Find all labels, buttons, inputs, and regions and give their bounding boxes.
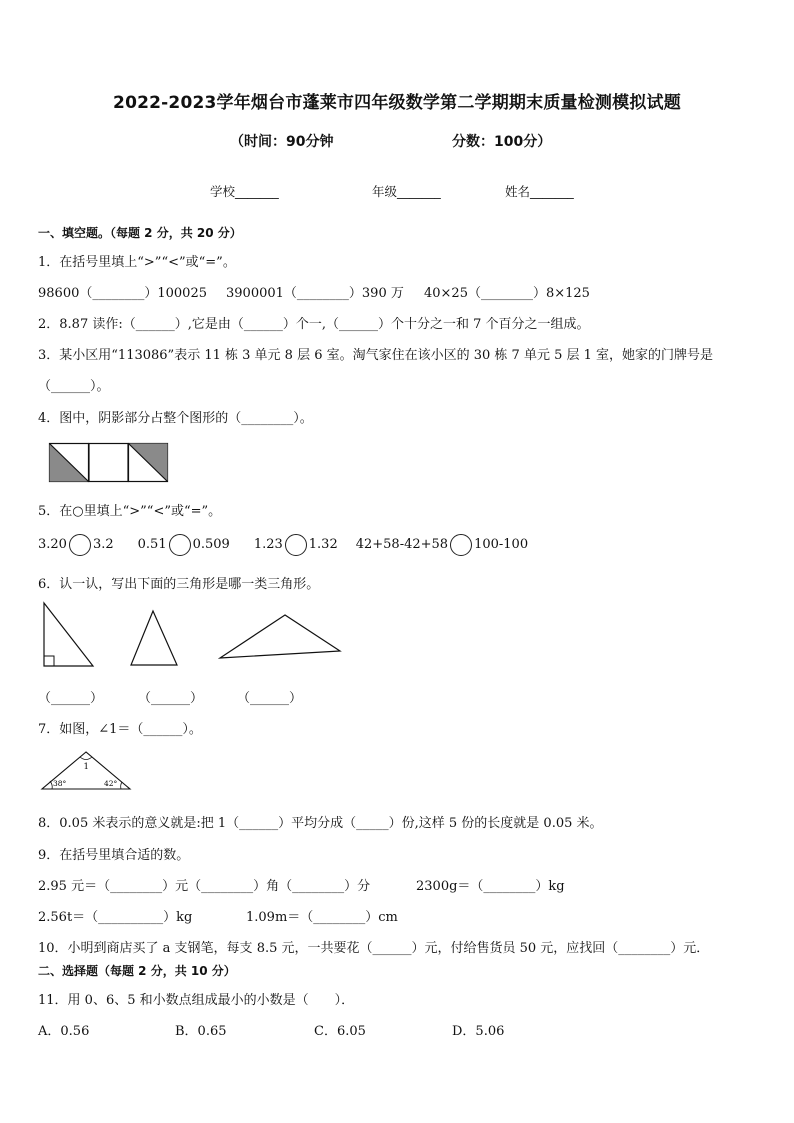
school-field: 学校_______ [210,184,279,199]
q5-right-4: 100-100 [474,537,529,552]
q11-option-d: D．5.06 [452,1024,505,1039]
q5-left-3: 1.23 [253,537,283,552]
compare-circle-4[interactable] [450,534,472,556]
q9-line-2a: 2.56t＝（__________）kg [38,910,193,925]
right-angle-label: 42° [104,779,118,788]
q5-left-2: 0.51 [137,537,167,552]
question-2: 2．8.87 读作:（______）,它是由（______）个一,（______）个十分之一和 7 个百分之一组成。 [38,317,590,332]
q6-blank-2: （______） [138,691,204,706]
question-11: 11．用 0、6、5 和小数点组成最小的小数是（ ）． [38,993,355,1008]
compare-circle-3[interactable] [285,534,307,556]
q9-line-1a: 2.95 元＝（________）元（________）角（________）分 [38,879,371,894]
q6-blank-3: （______） [237,691,303,706]
question-5: 5．在○里填上“>”“<”或“=”。 [38,504,222,519]
question-10: 10．小明到商店买了 a 支钢笔，每支 8.5 元，一共要花（______）元，付给售货员 50 元，应找回（________）元． [38,941,710,956]
q1-item-2: 3900001（________）390 万 [226,286,404,301]
question-1: 1．在括号里填上“>”“<”或“=”。 [38,255,236,270]
q6-blank-1: （______） [38,691,104,706]
exam-score: 分数：100分） [452,134,552,150]
q5-right-3: 1.32 [308,537,338,552]
angle-triangle-figure [40,750,135,792]
q5-right-2: 0.509 [192,537,230,552]
q11-option-a: A．0.56 [38,1024,90,1039]
compare-circle-1[interactable] [69,534,91,556]
question-7: 7．如图，∠1＝（______）。 [38,722,202,737]
shaded-squares-figure [49,443,169,483]
right-triangle [43,602,98,670]
section-1-heading: 一、填空题。（每题 2 分，共 20 分） [38,226,242,240]
grade-field: 年级_______ [372,184,441,199]
q9-line-2b: 1.09m＝（________）cm [246,910,398,925]
q5-left-4: 42+58-42+58 [355,537,449,552]
q5-left-1: 3.20 [38,537,67,552]
q1-item-1: 98600（________）100025 [38,286,207,301]
exam-time: （时间：90分钟 [230,134,334,150]
q5-right-1: 3.2 [92,537,114,552]
q11-option-c: C．6.05 [314,1024,366,1039]
left-angle-label: 38° [53,779,67,788]
question-8: 8．0.05 米表示的意义就是:把 1（______）平均分成（_____）份,这样 5 份的长度就是 0.05 米。 [38,816,603,831]
page-title: 2022-2023学年烟台市蓬莱市四年级数学第二学期期末质量检测模拟试题 [113,93,681,113]
question-6: 6．认一认，写出下面的三角形是哪一类三角形。 [38,577,320,592]
obtuse-triangle [218,613,343,661]
q1-item-3: 40×25（________）8×125 [424,286,590,301]
q9-line-1b: 2300g＝（________）kg [416,879,565,894]
name-field: 姓名_______ [505,184,574,199]
acute-triangle [130,610,180,668]
q11-option-b: B．0.65 [175,1024,227,1039]
compare-circle-2[interactable] [169,534,191,556]
question-3: 3．某小区用“113086”表示 11 栋 3 单元 8 层 6 室。淘气家住在该小区的 30 栋 7 单元 5 层 1 室，她家的门牌号是 [38,348,714,363]
question-9: 9．在括号里填合适的数。 [38,848,190,863]
q5-row [38,533,528,557]
section-2-heading: 二、选择题（每题 2 分，共 10 分） [38,964,236,978]
angle-1-label: 1 [83,762,89,772]
question-4: 4．图中，阴影部分占整个图形的（________）。 [38,411,313,426]
q3-blank: （______）。 [38,379,110,394]
